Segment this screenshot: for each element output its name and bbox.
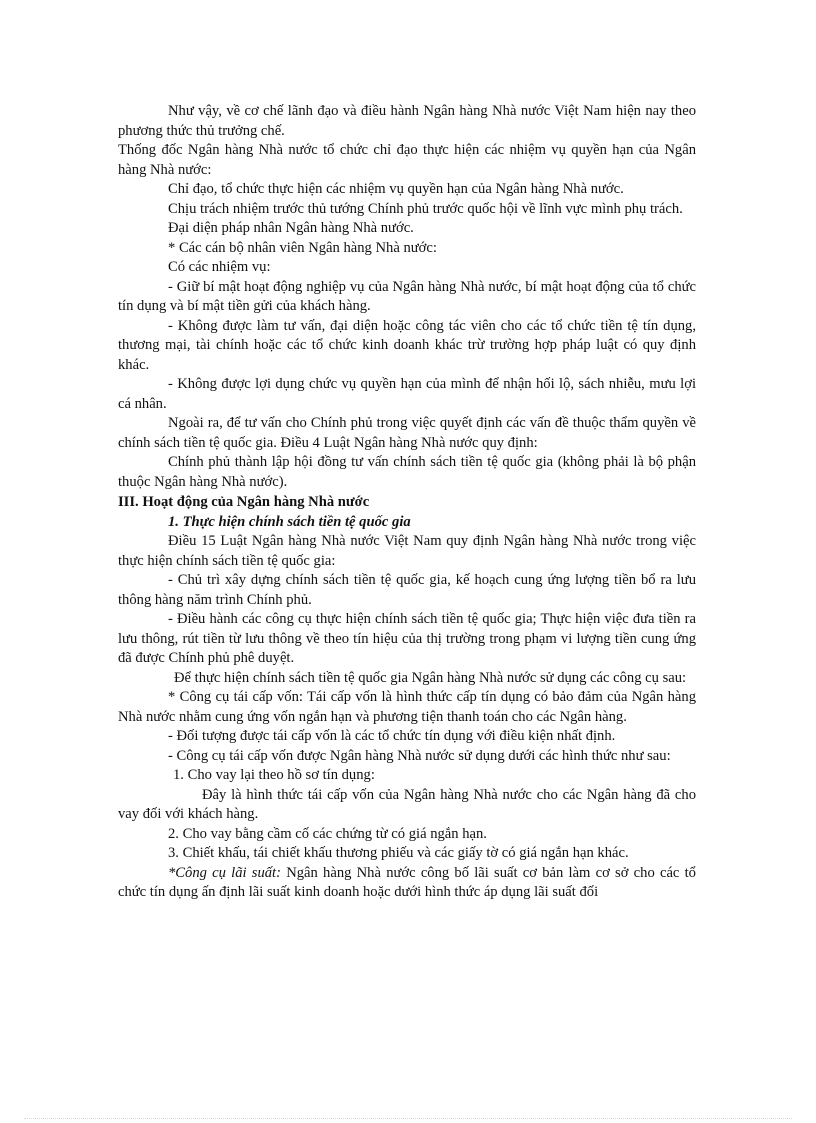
paragraph: - Giữ bí mật hoạt động nghiệp vụ của Ngân hàng Nhà nước, bí mật hoạt động của tổ chức tín dụng và bí mật tiền gửi của khách hàng. [118, 278, 696, 314]
paragraph: - Chủ trì xây dựng chính sách tiền tệ quốc gia, kế hoạch cung ứng lượng tiền bổ ra lưu thông hàng năm trình Chính phủ. [118, 572, 696, 608]
list-item: 1. Cho vay lại theo hồ sơ tín dụng: [173, 767, 375, 783]
paragraph: Như vậy, về cơ chế lãnh đạo và điều hành Ngân hàng Nhà nước Việt Nam hiện nay theo phương thức thủ trưởng chế. [118, 103, 696, 139]
paragraph: Để thực hiện chính sách tiền tệ quốc gia Ngân hàng Nhà nước sử dụng các công cụ sau: [174, 669, 687, 686]
paragraph: - Không được làm tư vấn, đại diện hoặc công tác viên cho các tổ chức tiền tệ tín dụng, thương mại, tài chính hoặc các tổ chức kinh doanh khác trừ trường hợp pháp luật có quy định khác. [118, 317, 696, 373]
paragraph: Điều 15 Luật Ngân hàng Nhà nước Việt Nam quy định Ngân hàng Nhà nước trong việc thực hiện chính sách tiền tệ quốc gia: [118, 533, 696, 569]
paragraph: * Các cán bộ nhân viên Ngân hàng Nhà nước: [168, 239, 437, 256]
paragraph: Đại diện pháp nhân Ngân hàng Nhà nước. [168, 220, 414, 236]
list-item: 2. Cho vay bằng cầm cố các chứng từ có giá ngắn hạn. [168, 825, 487, 842]
paragraph: - Công cụ tái cấp vốn được Ngân hàng Nhà nước sử dụng dưới các hình thức như sau: [168, 747, 671, 764]
list-item: 3. Chiết khấu, tái chiết khấu thương phiếu và các giấy tờ có giá ngắn hạn khác. [168, 845, 629, 861]
paragraph: Đây là hình thức tái cấp vốn của Ngân hàng Nhà nước cho các Ngân hàng đã cho vay đối với khách hàng. [118, 786, 696, 822]
section-heading: III. Hoạt động của Ngân hàng Nhà nước [118, 494, 370, 510]
document-body [118, 102, 696, 903]
paragraph: Chỉ đạo, tổ chức thực hiện các nhiệm vụ quyền hạn của Ngân hàng Nhà nước. [168, 181, 624, 197]
paragraph: - Đối tượng được tái cấp vốn là các tổ chức tín dụng với điều kiện nhất định. [168, 728, 616, 744]
italic-lead: *Công cụ lãi suất: [168, 864, 281, 881]
paragraph [118, 864, 696, 903]
paragraph: Ngoài ra, để tư vấn cho Chính phủ trong việc quyết định các vấn đề thuộc thẩm quyền về chính sách tiền tệ quốc gia. Điều 4 Luật Ngân hàng Nhà nước quy định: [118, 415, 696, 451]
paragraph: Thống đốc Ngân hàng Nhà nước tổ chức chỉ đạo thực hiện các nhiệm vụ quyền hạn của Ngân hàng Nhà nước: [118, 142, 696, 178]
page-bottom-divider [24, 1118, 792, 1119]
paragraph: Chịu trách nhiệm trước thủ tướng Chính phủ trước quốc hội về lĩnh vực mình phụ trách. [168, 200, 683, 217]
paragraph: - Không được lợi dụng chức vụ quyền hạn của mình để nhận hối lộ, sách nhiễu, mưu lợi cá nhân. [118, 376, 696, 412]
paragraph: Chính phủ thành lập hội đồng tư vấn chính sách tiền tệ quốc gia (không phải là bộ phận thuộc Ngân hàng Nhà nước). [118, 454, 696, 490]
subsection-heading: 1. Thực hiện chính sách tiền tệ quốc gia [168, 513, 411, 530]
paragraph: Có các nhiệm vụ: [168, 259, 271, 275]
paragraph-text: Ngân hàng Nhà nước công bố lãi suất cơ bản làm cơ sở cho các tổ chức tín dụng ấn định lãi suất kinh doanh hoặc dưới hình thức áp dụng lãi suất đối [118, 864, 696, 900]
paragraph: - Điều hành các công cụ thực hiện chính sách tiền tệ quốc gia; Thực hiện việc đưa tiền ra lưu thông, rút tiền từ lưu thông về theo tín hiệu của thị trường trong phạm vi lượng tiền cung ứng đã được Chính phủ phê duyệt. [118, 611, 696, 666]
paragraph: * Công cụ tái cấp vốn: Tái cấp vốn là hình thức cấp tín dụng có bảo đảm của Ngân hàng Nhà nước nhằm cung ứng vốn ngắn hạn và phương tiện thanh toán cho các Ngân hàng. [118, 689, 696, 725]
